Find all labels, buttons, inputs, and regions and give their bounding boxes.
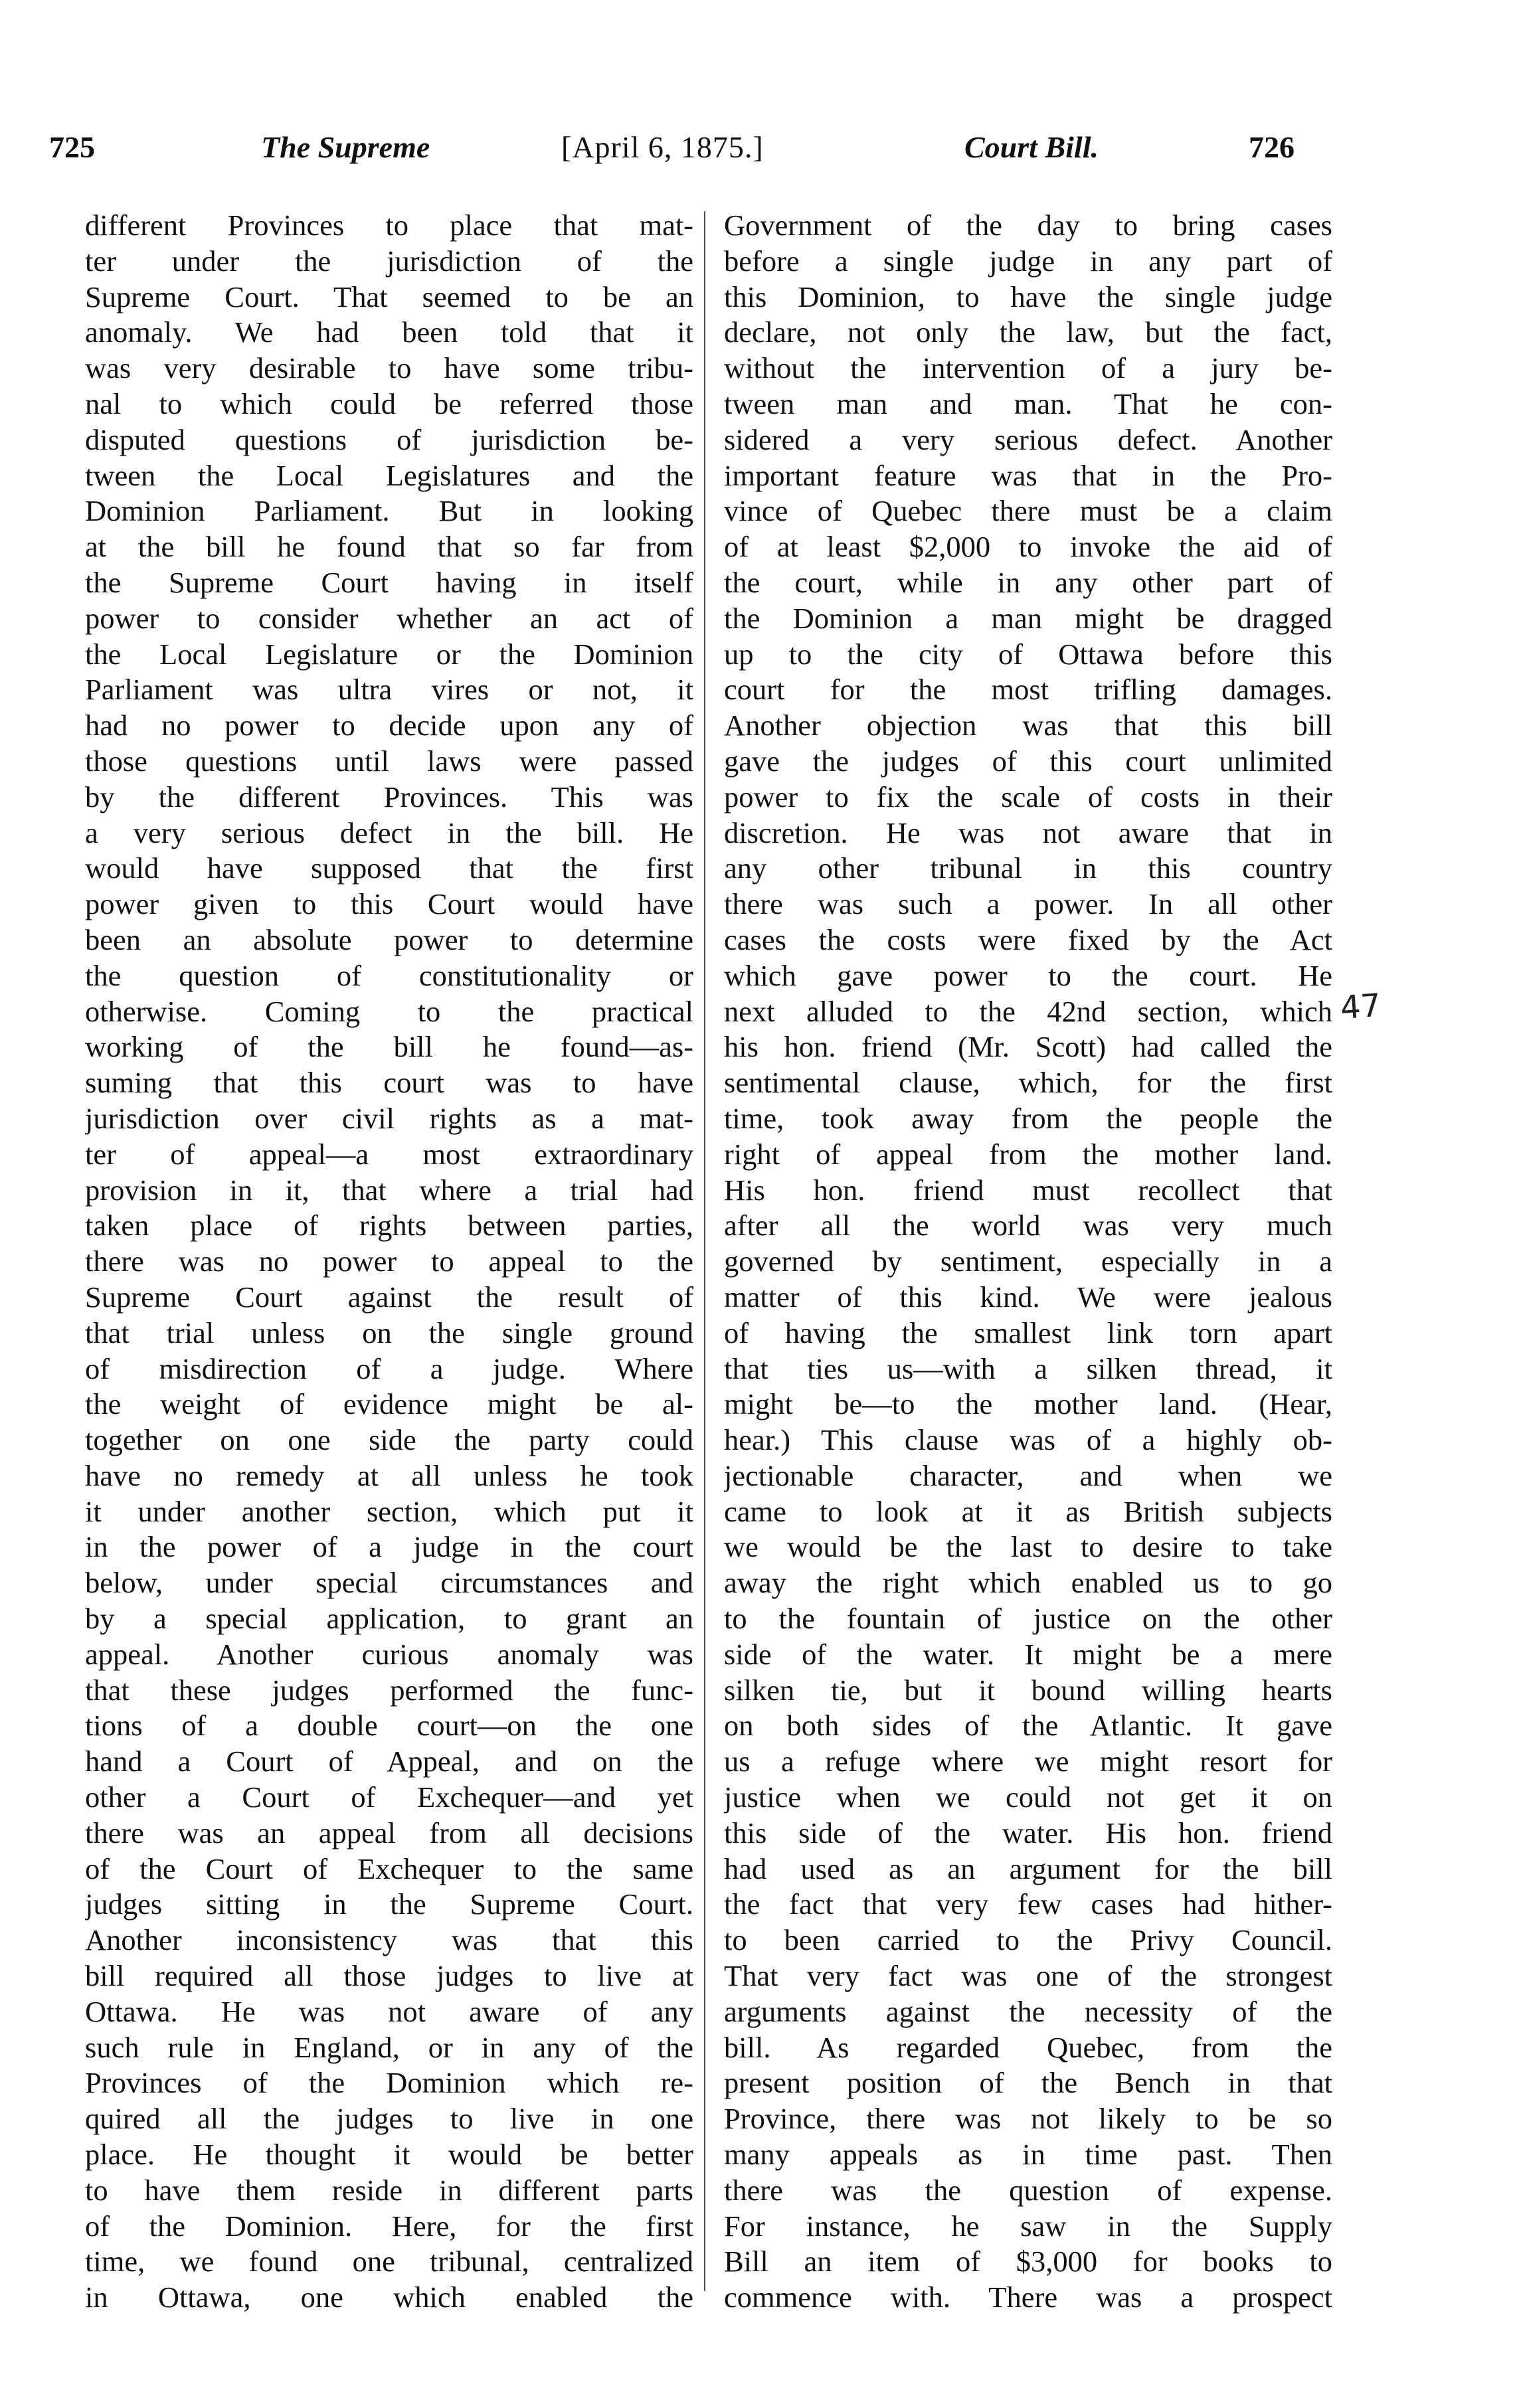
text-line: Dominion Parliament. But in looking: [85, 494, 693, 528]
text-line: discretion. He was not aware that in: [724, 816, 1332, 849]
text-line: to been carried to the Privy Council.: [724, 1923, 1332, 1957]
text-line: judges sitting in the Supreme Court.: [85, 1887, 693, 1921]
text-line: a very serious defect in the bill. He: [85, 816, 693, 849]
text-line: power given to this Court would have: [85, 887, 693, 921]
text-line: by a special application, to grant an: [85, 1602, 693, 1636]
text-line: Provinces of the Dominion which re-: [85, 2066, 693, 2100]
text-line: jurisdiction over civil rights as a mat-: [85, 1101, 693, 1135]
text-line: such rule in England, or in any of the: [85, 2030, 693, 2064]
text-line: time, took away from the people the: [724, 1101, 1332, 1135]
text-line: this Dominion, to have the single judge: [724, 280, 1332, 313]
text-line: that these judges performed the func-: [85, 1673, 693, 1707]
text-line: us a refuge where we might resort for: [724, 1745, 1332, 1778]
text-line: different Provinces to place that mat-: [85, 209, 693, 242]
text-line: tween the Local Legislatures and the: [85, 458, 693, 492]
text-line: there was the question of expense.: [724, 2173, 1332, 2207]
text-line: those questions until laws were passed: [85, 744, 693, 778]
text-line: important feature was that in the Pro-: [724, 458, 1332, 492]
text-line: power to fix the scale of costs in their: [724, 780, 1332, 814]
text-line: came to look at it as British subjects: [724, 1494, 1332, 1528]
text-line: to have them reside in different parts: [85, 2173, 693, 2207]
text-line: hand a Court of Appeal, and on the: [85, 1745, 693, 1778]
text-line: was very desirable to have some tribu-: [85, 351, 693, 385]
text-line: governed by sentiment, especially in a: [724, 1245, 1332, 1278]
text-line: next alluded to the 42nd section, which: [724, 994, 1332, 1028]
text-line: declare, not only the law, but the fact,: [724, 315, 1332, 349]
handwritten-margin-note: 47: [1339, 986, 1382, 1027]
text-line: together on one side the party could: [85, 1423, 693, 1457]
running-date: [April 6, 1875.]: [561, 130, 764, 164]
text-line: there was an appeal from all decisions: [85, 1816, 693, 1849]
text-line: right of appeal from the mother land.: [724, 1137, 1332, 1171]
text-line: of the Court of Exchequer to the same: [85, 1851, 693, 1885]
text-line: provision in it, that where a trial had: [85, 1173, 693, 1207]
text-line: up to the city of Ottawa before this: [724, 637, 1332, 671]
text-line: would have supposed that the first: [85, 851, 693, 885]
text-line: hear.) This clause was of a highly ob-: [724, 1423, 1332, 1457]
text-line: That very fact was one of the strongest: [724, 1959, 1332, 1993]
text-line: in the power of a judge in the court: [85, 1530, 693, 1564]
text-line: commence with. There was a prospect: [724, 2280, 1332, 2314]
text-line: Government of the day to bring cases: [724, 209, 1332, 242]
text-line: been an absolute power to determine: [85, 922, 693, 956]
text-line: of having the smallest link torn apart: [724, 1316, 1332, 1349]
text-line: silken tie, but it bound willing hearts: [724, 1673, 1332, 1707]
text-line: sentimental clause, which, for the first: [724, 1066, 1332, 1100]
text-line: below, under special circumstances and: [85, 1566, 693, 1600]
text-line: might be—to the mother land. (Hear,: [724, 1387, 1332, 1421]
text-line: Another inconsistency was that this: [85, 1923, 693, 1957]
text-line: away the right which enabled us to go: [724, 1566, 1332, 1600]
text-line: there was no power to appeal to the: [85, 1245, 693, 1278]
text-line: suming that this court was to have: [85, 1066, 693, 1100]
text-line: any other tribunal in this country: [724, 851, 1332, 885]
text-line: other a Court of Exchequer—and yet: [85, 1780, 693, 1814]
text-line: had no power to decide upon any of: [85, 709, 693, 742]
text-line: it under another section, which put it: [85, 1494, 693, 1528]
text-line: matter of this kind. We were jealous: [724, 1280, 1332, 1314]
text-line: before a single judge in any part of: [724, 244, 1332, 278]
text-line: the fact that very few cases had hither-: [724, 1887, 1332, 1921]
column-divider: [704, 211, 705, 2291]
text-line: we would be the last to desire to take: [724, 1530, 1332, 1564]
text-line: justice when we could not get it on: [724, 1780, 1332, 1814]
text-line: working of the bill he found—as-: [85, 1030, 693, 1064]
running-title-right: Court Bill.: [964, 130, 1099, 164]
text-line: at the bill he found that so far from: [85, 530, 693, 564]
text-line: of misdirection of a judge. Where: [85, 1351, 693, 1385]
page-number-left: 725: [49, 130, 95, 164]
text-line: by the different Provinces. This was: [85, 780, 693, 814]
left-column: [85, 208, 693, 2316]
text-line: ter of appeal—a most extraordinary: [85, 1137, 693, 1171]
text-line: nal to which could be referred those: [85, 387, 693, 420]
text-line: Supreme Court against the result of: [85, 1280, 693, 1314]
text-line: Another objection was that this bill: [724, 709, 1332, 742]
text-line: taken place of rights between parties,: [85, 1209, 693, 1243]
text-line: time, we found one tribunal, centralized: [85, 2245, 693, 2279]
text-line: Ottawa. He was not aware of any: [85, 1994, 693, 2028]
text-line: the weight of evidence might be al-: [85, 1387, 693, 1421]
text-line: there was such a power. In all other: [724, 887, 1332, 921]
text-line: appeal. Another curious anomaly was: [85, 1637, 693, 1671]
text-line: Supreme Court. That seemed to be an: [85, 280, 693, 313]
text-line: on both sides of the Atlantic. It gave: [724, 1709, 1332, 1743]
text-line: Parliament was ultra vires or not, it: [85, 673, 693, 707]
text-line: tween man and man. That he con-: [724, 387, 1332, 420]
text-line: court for the most trifling damages.: [724, 673, 1332, 707]
page-header: [0, 128, 1521, 181]
text-line: otherwise. Coming to the practical: [85, 994, 693, 1028]
text-line: the Local Legislature or the Dominion: [85, 637, 693, 671]
text-line: arguments against the necessity of the: [724, 1994, 1332, 2028]
text-line: vince of Quebec there must be a claim: [724, 494, 1332, 528]
text-line: the Dominion a man might be dragged: [724, 601, 1332, 635]
text-line: disputed questions of jurisdiction be-: [85, 422, 693, 456]
text-line: in Ottawa, one which enabled the: [85, 2280, 693, 2314]
running-title-left: The Supreme: [261, 130, 430, 164]
text-line: of at least $2,000 to invoke the aid of: [724, 530, 1332, 564]
text-line: had used as an argument for the bill: [724, 1851, 1332, 1885]
text-line: the Supreme Court having in itself: [85, 565, 693, 599]
text-line: which gave power to the court. He: [724, 958, 1332, 992]
text-line: power to consider whether an act of: [85, 601, 693, 635]
text-line: cases the costs were fixed by the Act: [724, 922, 1332, 956]
text-line: to the fountain of justice on the other: [724, 1602, 1332, 1636]
text-line: the court, while in any other part of: [724, 565, 1332, 599]
text-line: For instance, he saw in the Supply: [724, 2209, 1332, 2243]
text-line: have no remedy at all unless he took: [85, 1458, 693, 1492]
text-line: quired all the judges to live in one: [85, 2102, 693, 2136]
text-line: jectionable character, and when we: [724, 1458, 1332, 1492]
text-line: ter under the jurisdiction of the: [85, 244, 693, 278]
text-line: Province, there was not likely to be so: [724, 2102, 1332, 2136]
text-line: the question of constitutionality or: [85, 958, 693, 992]
text-line: many appeals as in time past. Then: [724, 2138, 1332, 2172]
text-line: that ties us—with a silken thread, it: [724, 1351, 1332, 1385]
text-line: bill. As regarded Quebec, from the: [724, 2030, 1332, 2064]
text-line: without the intervention of a jury be-: [724, 351, 1332, 385]
text-line: anomaly. We had been told that it: [85, 315, 693, 349]
text-line: his hon. friend (Mr. Scott) had called the: [724, 1030, 1332, 1064]
text-line: after all the world was very much: [724, 1209, 1332, 1243]
text-line: side of the water. It might be a mere: [724, 1637, 1332, 1671]
text-line: sidered a very serious defect. Another: [724, 422, 1332, 456]
text-line: of the Dominion. Here, for the first: [85, 2209, 693, 2243]
text-line: this side of the water. His hon. friend: [724, 1816, 1332, 1849]
text-line: tions of a double court—on the one: [85, 1709, 693, 1743]
text-line: bill required all those judges to live at: [85, 1959, 693, 1993]
text-line: present position of the Bench in that: [724, 2066, 1332, 2100]
page-number-right: 726: [1249, 130, 1295, 164]
right-column: [724, 208, 1332, 2316]
text-line: that trial unless on the single ground: [85, 1316, 693, 1349]
text-line: place. He thought it would be better: [85, 2138, 693, 2172]
text-line: Bill an item of $3,000 for books to: [724, 2245, 1332, 2279]
text-line: His hon. friend must recollect that: [724, 1173, 1332, 1207]
text-line: gave the judges of this court unlimited: [724, 744, 1332, 778]
